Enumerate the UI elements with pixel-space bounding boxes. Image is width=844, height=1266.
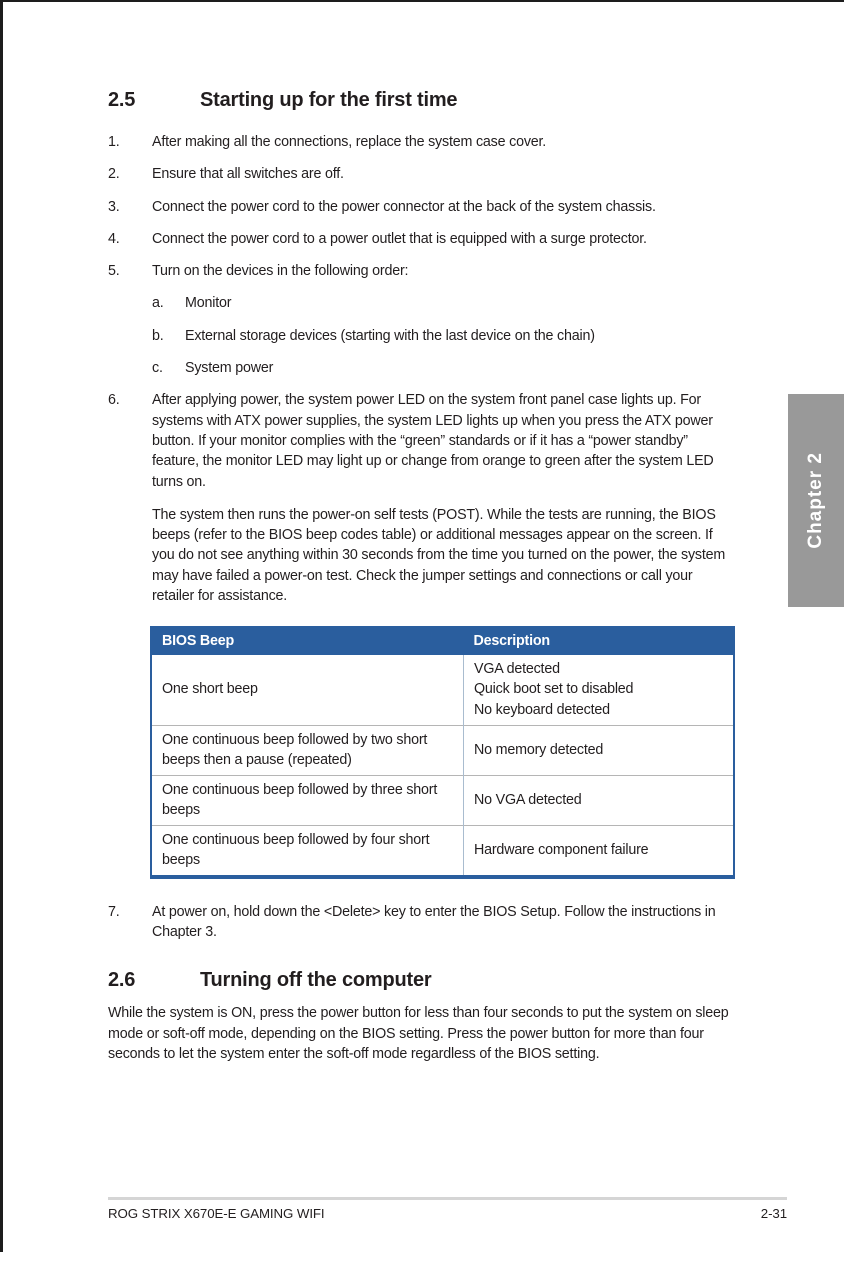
list-item-letter: b. [152,327,164,344]
list-item [152,358,735,378]
list-item-number: 3. [108,198,120,215]
step6-paragraph-2: The system then runs the power-on self tests (POST). While the tests are running, the BIOS beeps (refer to the BIOS beep codes table) or additional messages appear on the screen. If you do not see anything within 30 seconds from the time you turned on the power, the system may have failed a power-on test. Check the jumper settings and connections or call your retailer for assistance. [152,506,726,605]
list-item-text: Connect the power cord to a power outlet that is equipped with a surge protector. [152,230,647,247]
step6-paragraph-1: After applying power, the system power LED on the system front panel case lights up. For systems with ATX power supplies, the system LED lights up when you press the ATX power button. If your monitor complies with the “green” standards or if it has a “power standby” feature, the monitor LED may light up or change from orange to green after the system LED turns on. [152,392,714,490]
list-item-text: At power on, hold down the <Delete> key to enter the BIOS Setup. Follow the instructions in Chapter 3. [152,903,716,940]
description-cell: No VGA detected [464,775,735,825]
list-item-text [152,390,735,606]
column-header-description: Description [464,627,735,654]
bios-beep-table-wrap [150,626,735,878]
section-2-6-body: While the system is ON, press the power button for less than four seconds to put the system on sleep mode or soft-off mode, depending on the BIOS setting. Press the power button for more than four seconds to let the system enter the soft-off mode regardless of the BIOS setting. [108,1005,729,1062]
description-line: VGA detected [474,661,560,678]
list-item-text: Monitor [185,295,232,312]
section-2-6-title: Turning off the computer [200,969,432,992]
list-item-text: Ensure that all switches are off. [152,166,344,183]
footer-product-name: ROG STRIX X670E-E GAMING WIFI [108,1206,325,1221]
description-cell: No memory detected [464,725,735,775]
beep-cell: One continuous beep followed by three short beeps [151,775,464,825]
page-left-border [0,0,3,1252]
beep-cell: One continuous beep followed by four short beeps [151,825,464,877]
beep-cell: One short beep [151,655,464,726]
section-2-6-number: 2.6 [108,969,136,992]
page-content [108,0,735,1064]
list-item-letter: a. [152,295,164,312]
footer-divider [108,1197,787,1200]
description-line: Quick boot set to disabled [474,681,634,698]
bios-beep-table [150,626,735,878]
description-cell [464,655,735,726]
footer-page-number: 2-31 [760,1206,787,1221]
list-item [152,326,735,346]
list-item [108,261,735,281]
description-line: No keyboard detected [474,701,610,718]
table-row [151,725,734,775]
beep-cell: One continuous beep followed by two short beeps then a pause (repeated) [151,725,464,775]
page-footer [108,1197,787,1221]
list-item-text: Connect the power cord to the power connector at the back of the system chassis. [152,198,656,215]
chapter-tab [788,394,844,607]
list-item-number: 7. [108,903,120,920]
bios-beep-table-header [151,627,734,654]
column-header-bios-beep: BIOS Beep [151,627,464,654]
chapter-tab-label: Chapter 2 [805,452,826,549]
section-2-5-number: 2.5 [108,89,136,111]
table-row [151,775,734,825]
table-row [151,655,734,726]
list-item [108,902,735,943]
device-order-sublist [152,293,735,378]
description-cell: Hardware component failure [464,825,735,877]
list-item-text: Turn on the devices in the following order: [152,263,409,280]
list-item [152,293,735,313]
table-row [151,825,734,877]
list-item-text: External storage devices (starting with the last device on the chain) [185,327,595,344]
startup-steps-list [108,132,735,606]
section-2-5-heading [108,87,735,114]
section-2-5-title: Starting up for the first time [200,89,458,111]
list-item-number: 2. [108,166,120,183]
list-item-number: 6. [108,392,120,409]
list-item-number: 1. [108,134,120,150]
list-item-letter: c. [152,360,163,377]
list-item [108,164,735,184]
list-item-text: System power [185,360,274,377]
section-2-6-heading [108,967,735,994]
list-item [108,132,735,152]
list-item [108,229,735,249]
list-item-text: After making all the connections, replace the system case cover. [152,134,547,150]
list-item [108,390,735,606]
list-item-number: 5. [108,263,120,280]
list-item-number: 4. [108,230,120,247]
list-item [108,197,735,217]
